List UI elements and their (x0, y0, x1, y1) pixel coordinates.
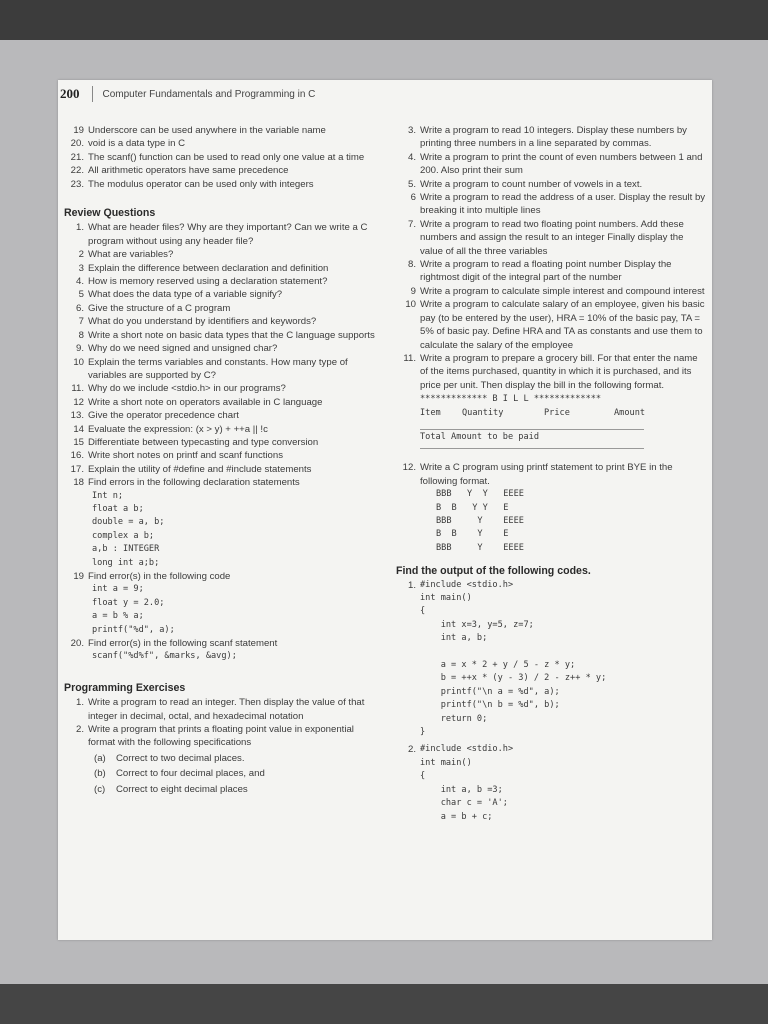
programming-exercises-heading: Programming Exercises (64, 681, 186, 694)
list-item: 15 Differentiate between typecasting and type conversion (73, 436, 319, 448)
list-item: 12 Write a short note on operators available in C language (73, 396, 323, 408)
list-item: 21. The scanf() function can be used to read only one value at a time (70, 151, 365, 163)
programming-exercises-list (64, 696, 380, 796)
list-item: 11. Write a program to prepare a grocery bill. For that enter the name of the items purchased, quantity in which it is purchased, and its price per unit. Then display the bill in the following format. (403, 352, 698, 391)
sub-item: (a) Correct to two decimal places. (94, 752, 245, 764)
list-item: 12. Write a C program using printf statement to print BYE in the following format. BBB Y Y EEEE B B Y Y E BBB Y EEEE B B Y E BBB Y EEEE (396, 461, 708, 555)
list-item: 10 Explain the terms variables and constants. How many type of variables are supported by C? (73, 356, 348, 381)
bill-format (396, 393, 708, 449)
review-questions-list (64, 221, 380, 663)
code-listing-2: 2. #include <stdio.h> int main() { int a, b =3; char c = 'A'; a = b + c; (407, 744, 514, 822)
programming-exercises-continued (396, 124, 708, 392)
list-item: 8. Write a program to read a floating point number Display the rightmost digit of the integral part of the number (407, 259, 672, 284)
scanner-top-band (0, 0, 768, 40)
list-item: 10 Write a program to calculate salary of an employee, given his basic pay (to be entered by the user), HRA = 10% of the basic pay, TA = 5% of basic pay. Define HRA and TA as constants and use them to calculate the salary of the employee (405, 299, 705, 351)
list-item: 13. Give the operator precedence chart (70, 410, 239, 422)
code-block: int a = 9; float y = 2.0; a = b % a; printf("%d", a); (92, 584, 175, 635)
list-item: 19 Underscore can be used anywhere in the variable name (73, 125, 326, 136)
book-page (58, 80, 712, 940)
sub-item: (b) Correct to four decimal places, and (94, 768, 265, 780)
review-questions-heading: Review Questions (64, 207, 156, 220)
list-item: 2 What are variables? (78, 249, 174, 261)
bill-rule (420, 448, 644, 449)
running-header (58, 86, 315, 102)
list-item: 1. What are header files? Why are they important? Can we write a C program without using any header file? (75, 222, 368, 247)
list-item: 6 Write a program to read the address of a user. Display the result by breaking it into multiple lines (410, 192, 706, 217)
list-item: 3 Explain the difference between declaration and definition (78, 262, 329, 274)
list-item: 2. Write a program that prints a floating point value in exponential format with the following specifications (a) Correct to two decimal places. (b) Correct to four decimal places, and (c) Correct to eight decimal places (64, 723, 380, 796)
list-item: 9. Why do we need signed and unsigned char? (75, 343, 278, 355)
list-item: 20. void is a data type in C (70, 138, 186, 150)
code-block: Int n; float a b; double = a, b; complex a b; a,b : INTEGER long int a;b; (92, 490, 165, 568)
page-number: 200 (60, 86, 80, 101)
list-item: 8 Write a short note on basic data types that the C language supports (78, 329, 375, 341)
list-item: 4. Write a program to print the count of even numbers between 1 and 200. Also print their sum (407, 151, 703, 177)
list-item: 4. How is memory reserved using a declaration statement? (75, 276, 328, 288)
code-block: scanf("%d%f", &marks, &avg); (92, 651, 237, 662)
list-item: 18 Find errors in the following declaration statements Int n; float a b; double = a, b; complex a b; a,b : INTEGER long int a;b; (64, 476, 380, 570)
running-title: Computer Fundamentals and Programming in C (102, 88, 316, 100)
list-item: 20. Find error(s) in the following scanf statement scanf("%d%f", &marks, &avg); (64, 637, 380, 664)
header-separator (92, 86, 93, 102)
list-item: 11. Why do we include <stdio.h> in our programs? (71, 383, 286, 395)
left-column (64, 124, 380, 796)
list-item: 7. Write a program to read two floating point numbers. Add these numbers and assign the result to an integer Finally display the value of all the three variables (407, 218, 684, 257)
code-listing-1: 1. #include <stdio.h> int main() { int x=3, y=5, z=7; int a, b; a = x * 2 + y / 5 - z * y; b = ++x * (y - 3) / 2 - z++ * y; printf("\n a = %d", a); printf("\n b = %d", b); return 0; } (407, 579, 607, 738)
list-item: 14 Evaluate the expression: (x > y) + ++a || !c (73, 423, 268, 435)
list-item: 22. All arithmetic operators have same precedence (70, 165, 289, 177)
list-item: 5. Write a program to count number of vowels in a text. (407, 178, 643, 190)
list-item: 16. Write short notes on printf and scanf functions (70, 450, 283, 462)
list-item: 1. Write a program to read an integer. Then display the value of that integer in decimal, octal, and hexadecimal notation (75, 697, 365, 722)
bill-rule (420, 429, 644, 430)
bill-total-line: Total Amount to be paid (420, 431, 539, 442)
list-item: 3. Write a program to read 10 integers. Display these numbers by printing three numbers in a line separated by commas. (407, 125, 687, 150)
output-heading: Find the output of the following codes. (396, 565, 591, 578)
scanner-bottom-band (0, 984, 768, 1024)
bye-pattern: BBB Y Y EEEE B B Y Y E BBB Y EEEE B B Y E BBB Y EEEE (436, 489, 524, 553)
list-item: 9 Write a program to calculate simple interest and compound interest (410, 285, 705, 297)
bill-columns: Item Quantity Price Amount (420, 407, 646, 418)
list-item: 23. The modulus operator can be used only with integers (70, 178, 314, 190)
continued-items (64, 124, 380, 191)
list-item: 5 What does the data type of a variable signify? (78, 289, 283, 301)
sub-item: (c) Correct to eight decimal places (94, 783, 248, 795)
right-column (396, 124, 708, 824)
list-item: 6. Give the structure of a C program (75, 302, 231, 314)
list-item: 17. Explain the utility of #define and #include statements (70, 463, 312, 475)
bill-title-line: ************* B I L L ************* (420, 394, 602, 405)
list-item: 7 What do you understand by identifiers and keywords? (78, 316, 317, 328)
list-item: 19 Find error(s) in the following code int a = 9; float y = 2.0; a = b % a; printf("%d", a); (64, 570, 380, 637)
